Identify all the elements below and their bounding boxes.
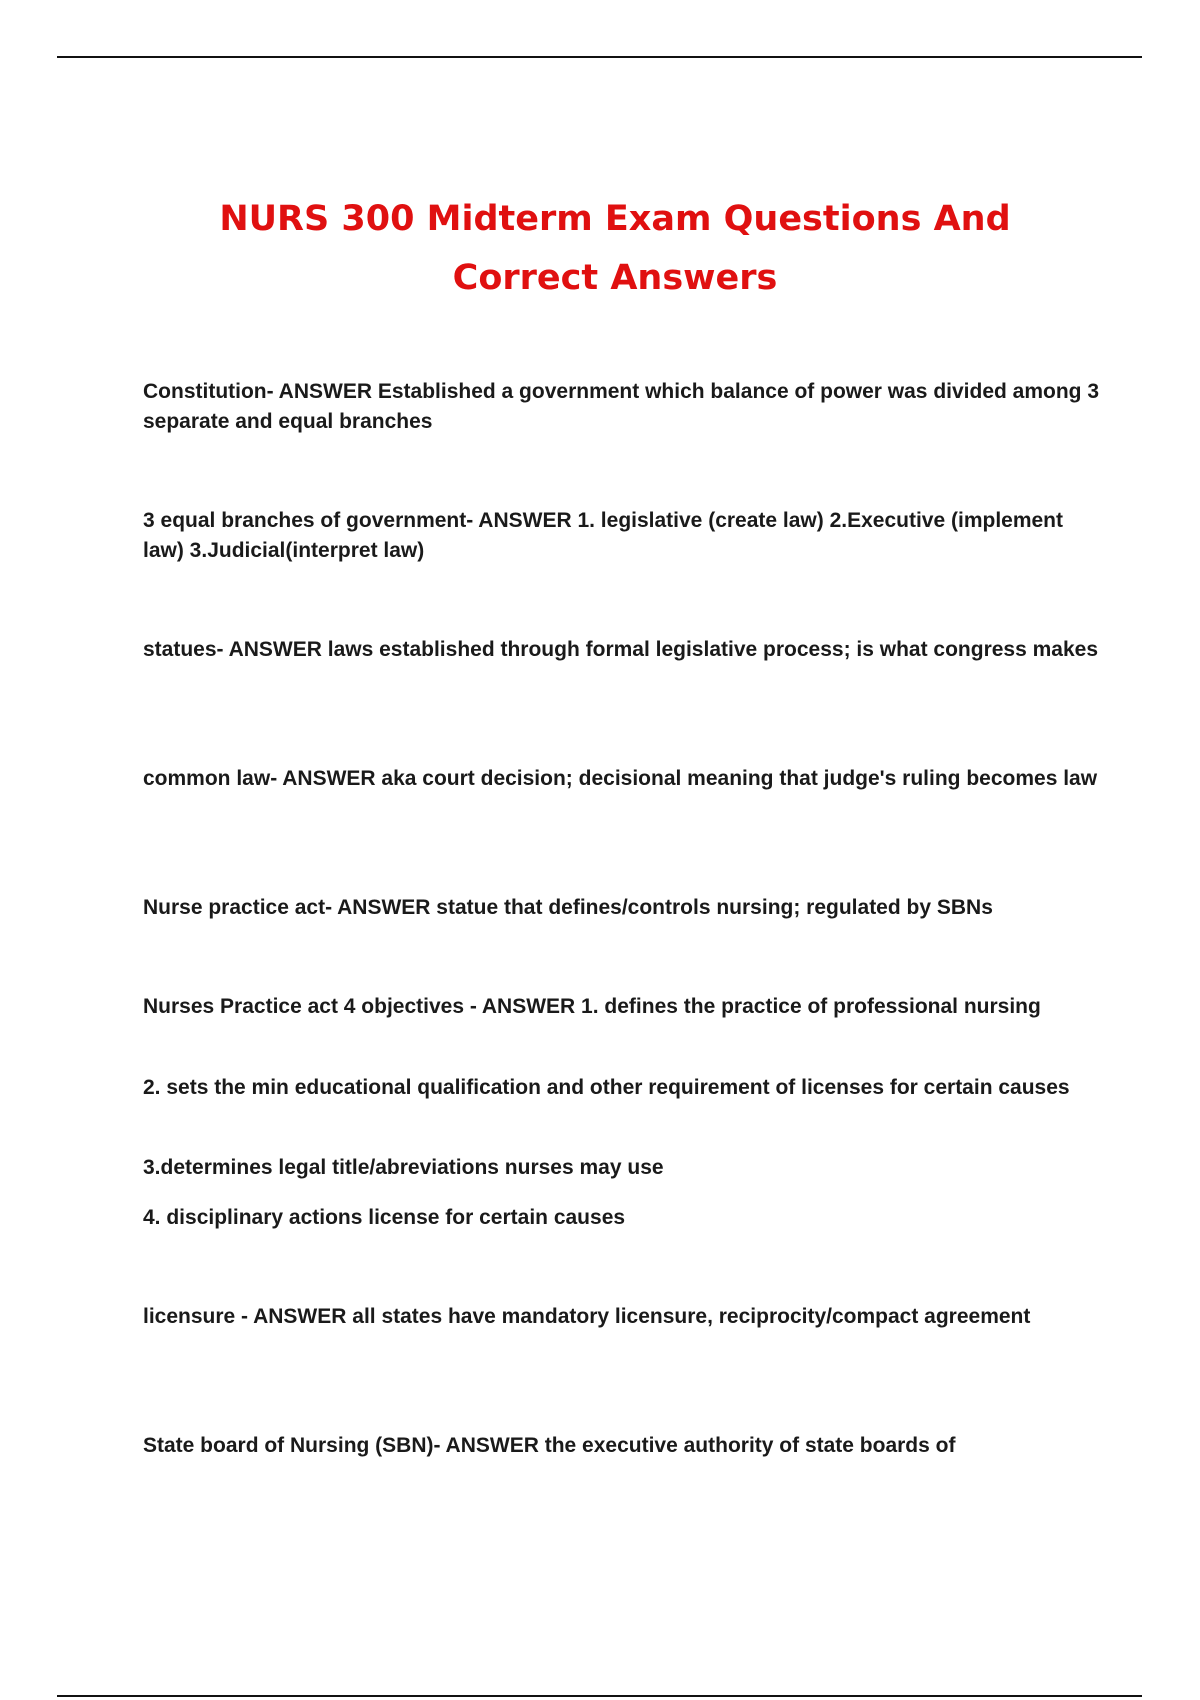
qa-entry-branches: 3 equal branches of government- ANSWER 1. legislative (create law) 2.Executive (implement law) 3.Judicial(interpret law) (143, 509, 1064, 562)
qa-entry-nurse-practice-act: Nurse practice act- ANSWER statue that defines/controls nursing; regulated by SBNs (143, 896, 993, 919)
bottom-rule (57, 1695, 1142, 1697)
qa-entry-npa-objective-2: 2. sets the min educational qualification and other requirement of licenses for certain causes (143, 1076, 1070, 1099)
qa-entry-npa-objectives: Nurses Practice act 4 objectives - ANSWER 1. defines the practice of professional nursing (143, 995, 1041, 1018)
qa-entry-npa-objective-3: 3.determines legal title/abreviations nurses may use (143, 1156, 664, 1179)
qa-entry-common-law: common law- ANSWER aka court decision; decisional meaning that judge's ruling becomes law (143, 767, 1098, 790)
qa-entry-constitution: Constitution- ANSWER Established a government which balance of power was divided among 3 separate and equal branches (143, 380, 1100, 433)
qa-entry-licensure: licensure - ANSWER all states have mandatory licensure, reciprocity/compact agreement (143, 1305, 1031, 1328)
page-title: NURS 300 Midterm Exam Questions And Correct Answers (219, 199, 1011, 298)
top-rule (57, 56, 1142, 58)
qa-entry-npa-objective-4: 4. disciplinary actions license for certain causes (143, 1206, 626, 1229)
qa-entry-sbn: State board of Nursing (SBN)- ANSWER the executive authority of state boards of (143, 1434, 956, 1457)
qa-entry-statues: statues- ANSWER laws established through formal legislative process; is what congress makes (143, 638, 1099, 661)
